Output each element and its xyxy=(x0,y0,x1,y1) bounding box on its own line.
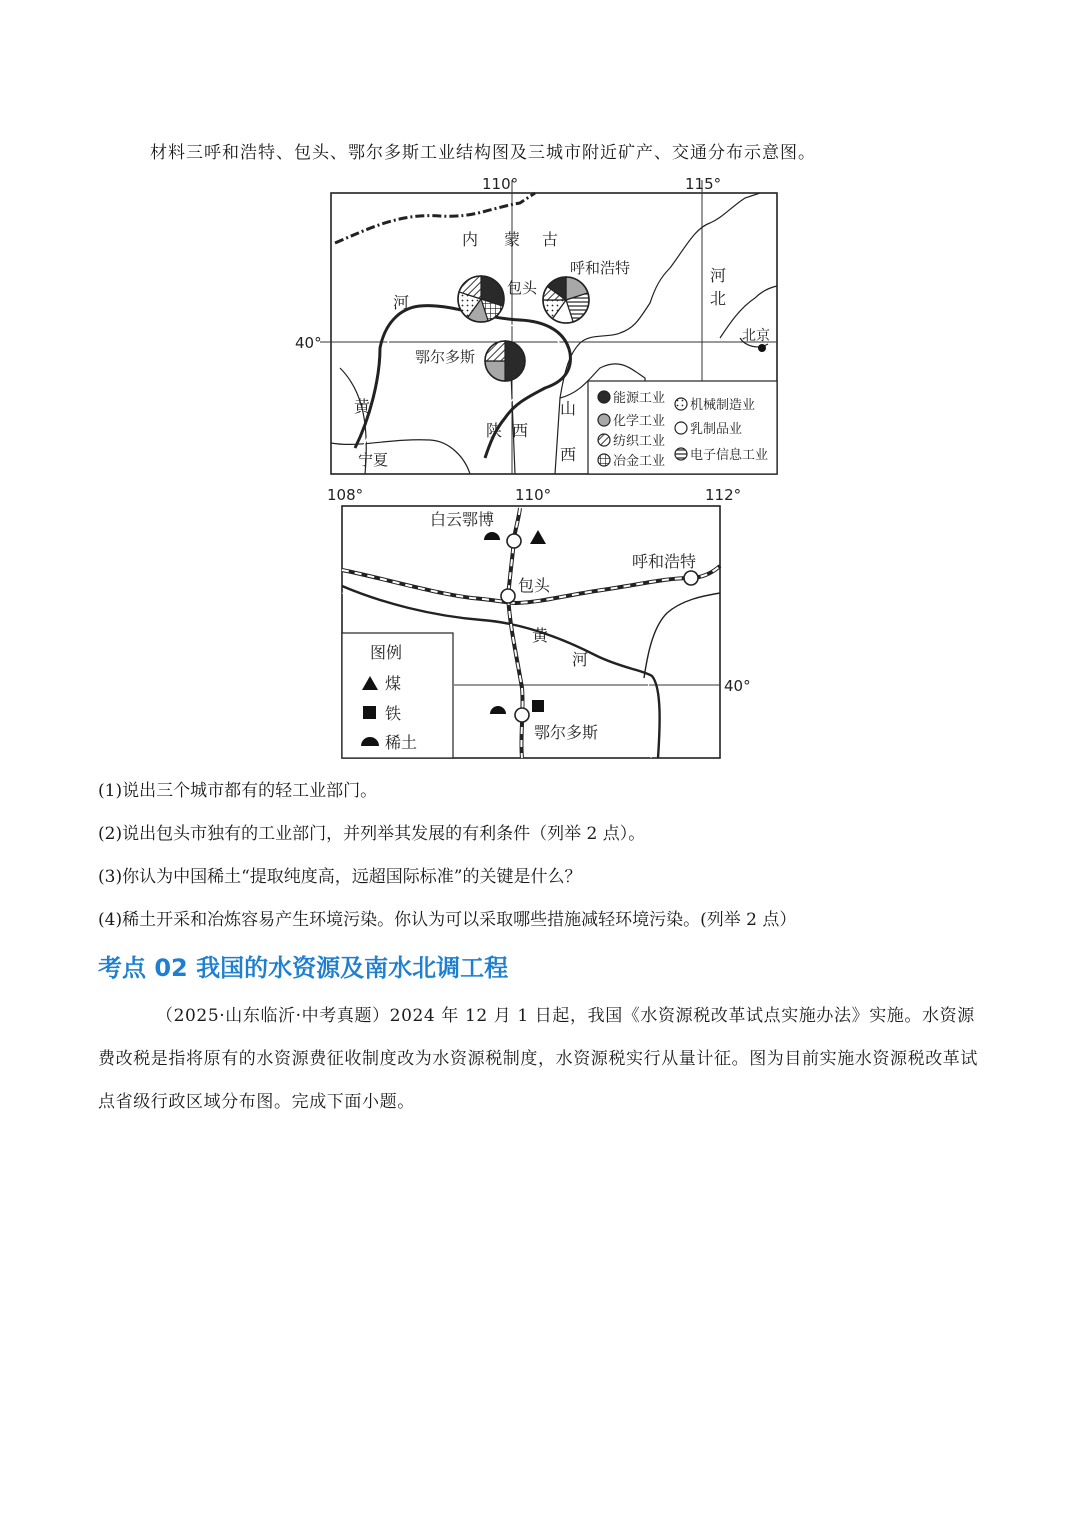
legend-swatch-2 xyxy=(598,434,610,446)
label-nei: 内 xyxy=(462,230,479,249)
legend-iron-icon xyxy=(363,706,376,719)
question-3: (3)你认为中国稀土“提取纯度高，远超国际标准”的关键是什么？ xyxy=(98,867,582,887)
material-caption: 材料三呼和浩特、包头、鄂尔多斯工业结构图及三城市附近矿产、交通分布示意图。 xyxy=(150,143,816,163)
legend-label-5: 乳制品业 xyxy=(690,422,743,437)
city-label-baotou: 包头 xyxy=(507,279,538,297)
label-shan-shaanxi: 陕 xyxy=(486,421,503,440)
marker-baotou xyxy=(501,589,515,603)
question-4: (4)稀土开采和冶炼容易产生环境污染。你认为可以采取哪些措施减轻环境污染。(列举 2 点） xyxy=(98,910,797,930)
legend-swatch-3 xyxy=(598,454,610,466)
city-label-eerduosi-2: 鄂尔多斯 xyxy=(534,723,599,742)
legend-label-3: 冶金工业 xyxy=(613,454,666,469)
lon-label-112: 112° xyxy=(705,486,742,504)
legend-label-4: 机械制造业 xyxy=(690,398,756,413)
legend-swatch-1 xyxy=(598,414,610,426)
legend-label-0: 能源工业 xyxy=(613,391,666,406)
label-gu: 古 xyxy=(542,230,559,249)
lon-label-110: 110° xyxy=(482,175,519,193)
legend-swatch-0 xyxy=(598,391,610,403)
lat-label-40: 40° xyxy=(295,334,322,352)
label-xi-shanxi: 西 xyxy=(560,445,577,464)
pie-eerduosi xyxy=(485,341,525,381)
river-label-huang: 黄 xyxy=(532,626,549,645)
label-he-river: 河 xyxy=(393,293,410,312)
marker-eerduosi xyxy=(515,708,529,722)
label-xi-shaanxi: 西 xyxy=(512,421,529,440)
lat-label-40b: 40° xyxy=(724,677,751,695)
pie-huhehaote xyxy=(543,277,589,323)
legend-swatch-6 xyxy=(675,448,687,460)
city-label-huhehaote: 呼和浩特 xyxy=(570,259,631,277)
legend-title: 图例 xyxy=(370,643,403,662)
lon-label-110b: 110° xyxy=(515,486,552,504)
question-1: (1)说出三个城市都有的轻工业部门。 xyxy=(98,781,378,801)
lon-label-115: 115° xyxy=(685,175,722,193)
legend-iron-label: 铁 xyxy=(385,704,402,723)
legend-swatch-4 xyxy=(675,398,687,410)
legend-rare-earth-label: 稀土 xyxy=(385,733,418,752)
legend-label-2: 纺织工业 xyxy=(613,434,666,449)
label-he-province: 河 xyxy=(710,266,727,285)
mineral-transport-map xyxy=(322,478,762,768)
legend-label-6: 电子信息工业 xyxy=(690,448,769,463)
city-label-baotou-2: 包头 xyxy=(518,576,551,595)
pie-baotou xyxy=(458,276,504,322)
question-stem-paragraph: （2025·山东临沂·中考真题）2024 年 12 月 1 日起，我国《水资源税改革试点实施办法》实施。水资源费改税是指将原有的水资源费征收制度改为水资源税制度，水资源税实行从量计征。图为目前实施水资源税改革试点省级行政区域分布图。完成下面小题。 xyxy=(98,1006,978,1112)
beijing-marker xyxy=(758,344,766,352)
river-label-he: 河 xyxy=(572,650,589,669)
industry-structure-map xyxy=(290,168,790,488)
city-label-eerduosi: 鄂尔多斯 xyxy=(415,348,476,366)
city-label-huhehaote-2: 呼和浩特 xyxy=(632,552,697,571)
legend-coal-label: 煤 xyxy=(385,674,402,693)
iron-symbol xyxy=(532,700,544,712)
lon-label-108: 108° xyxy=(327,486,364,504)
section-heading: 考点 02 我国的水资源及南水北调工程 xyxy=(98,954,509,982)
city-label-baiyunebo: 白云鄂博 xyxy=(430,510,495,529)
legend-swatch-5 xyxy=(675,422,687,434)
label-meng: 蒙 xyxy=(504,230,521,249)
marker-baiyunebo xyxy=(507,534,521,548)
legend-label-1: 化学工业 xyxy=(613,414,666,429)
marker-huhehaote xyxy=(684,571,698,585)
label-ningxia: 宁夏 xyxy=(358,451,389,469)
label-huang: 黄 xyxy=(354,397,371,416)
label-shan-shanxi: 山 xyxy=(560,399,577,418)
city-label-beijing: 北京 xyxy=(742,328,770,344)
question-2: (2)说出包头市独有的工业部门，并列举其发展的有利条件（列举 2 点）。 xyxy=(98,824,646,844)
label-bei-province: 北 xyxy=(710,289,727,308)
